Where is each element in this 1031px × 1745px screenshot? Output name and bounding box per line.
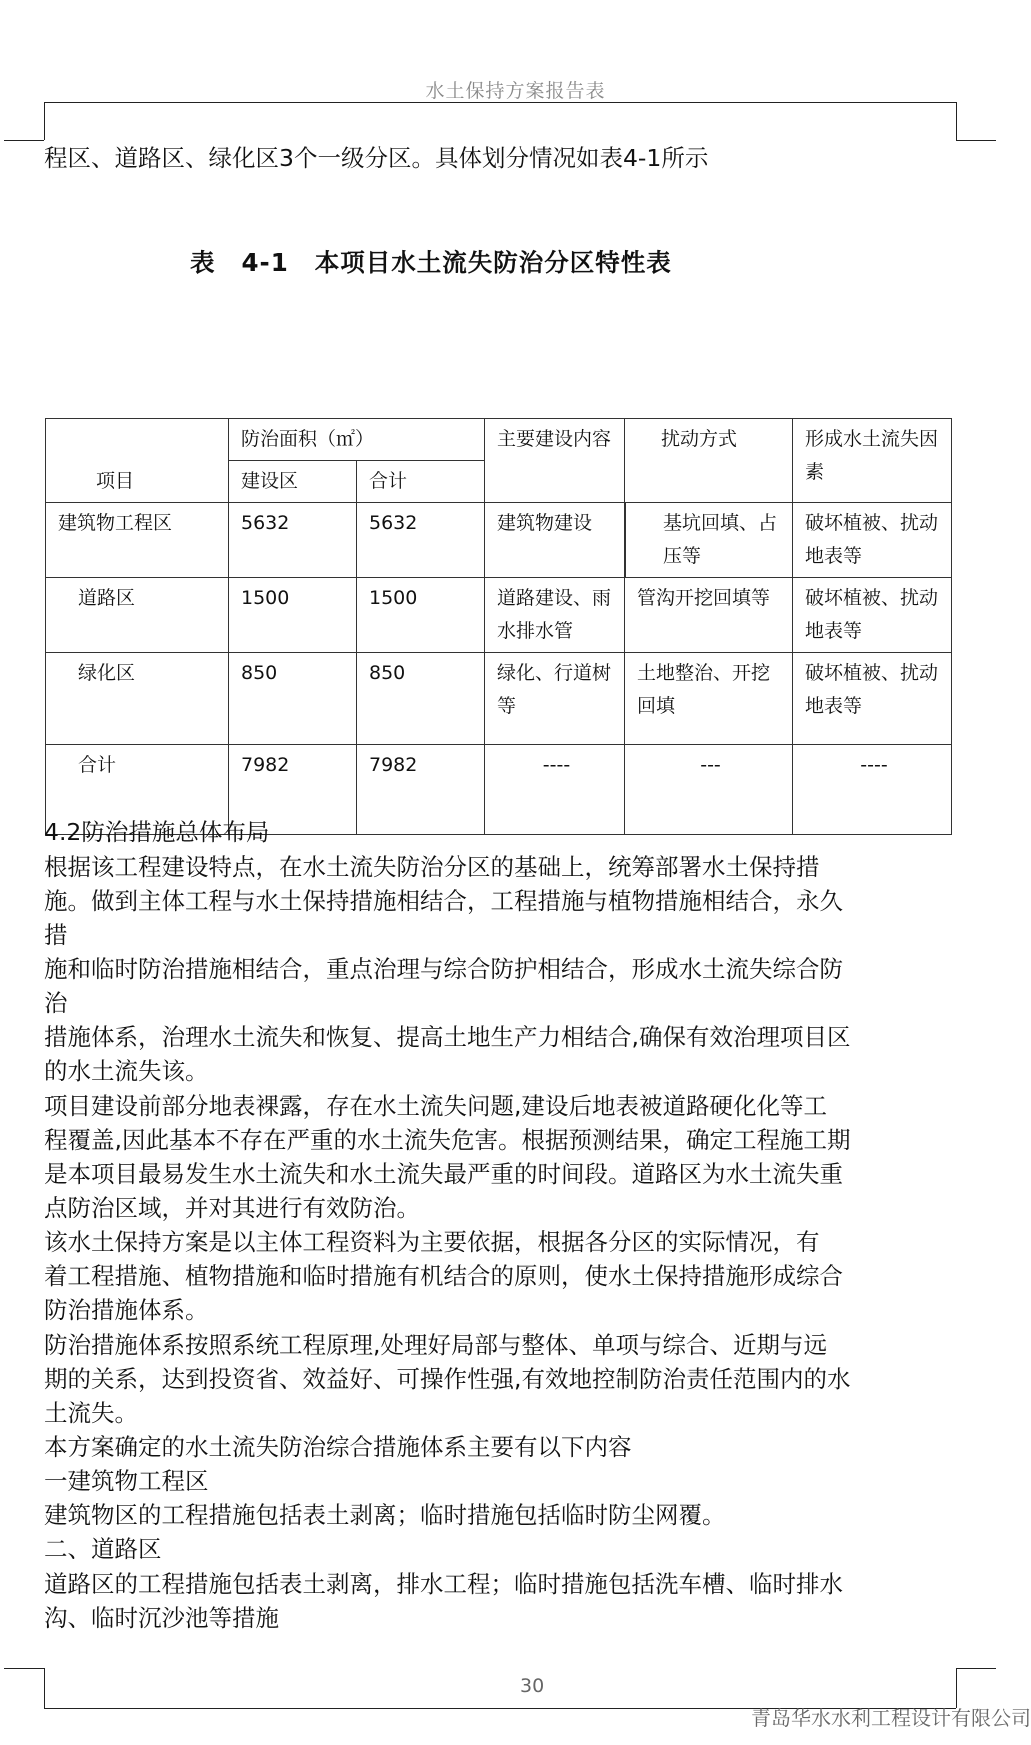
zone-characteristics-table	[45, 418, 952, 835]
subsection-heading: 二、道路区	[44, 1535, 162, 1563]
row-total: 5632	[357, 503, 485, 578]
caption-title: 本项目水土流失防治分区特性表	[314, 248, 672, 277]
page-number: 30	[520, 1675, 545, 1697]
row-item: 建筑物工程区	[46, 503, 229, 578]
row-total: 850	[357, 653, 485, 745]
intro-line: 程区、道路区、绿化区3个一级分区。具体划分情况如表4-1所示	[44, 144, 709, 172]
paragraph-line: 防治措施体系按照系统工程原理,处理好局部与整体、单项与综合、近期与远	[44, 1331, 827, 1359]
header-rule	[44, 102, 956, 103]
header-right-tick	[956, 140, 996, 141]
paragraph-line: 程覆盖,因此基本不存在严重的水土流失危害。根据预测结果，确定工程施工期	[44, 1126, 851, 1154]
row-total: 1500	[357, 578, 485, 653]
paragraph-line: 本方案确定的水土流失防治综合措施体系主要有以下内容	[44, 1433, 632, 1461]
report-header-title: 水土保持方案报告表	[425, 80, 606, 102]
paragraph-line: 点防治区域，并对其进行有效防治。	[44, 1194, 420, 1222]
row-disturbance: ---	[625, 745, 793, 835]
footer-right-tick	[956, 1668, 996, 1669]
row-total: 7982	[357, 745, 485, 835]
row-item: 绿化区	[46, 653, 229, 745]
footer-left-tick	[4, 1668, 44, 1669]
row-disturbance: 基坑回填、占压等	[625, 503, 793, 578]
row-construction-area: 1500	[229, 578, 357, 653]
paragraph-line: 的水土流失该。	[44, 1057, 209, 1085]
row-disturbance: 管沟开挖回填等	[625, 578, 793, 653]
header-left-corner	[44, 102, 45, 140]
paragraph-line: 措施体系，治理水土流失和恢复、提高土地生产力相结合,确保有效治理项目区	[44, 1023, 851, 1051]
paragraph-line: 沟、临时沉沙池等措施	[44, 1604, 279, 1632]
row-construction-area: 5632	[229, 503, 357, 578]
footer-left-corner	[44, 1668, 45, 1708]
table-row	[46, 503, 952, 578]
header-construction-area: 建设区	[229, 461, 357, 503]
paragraph-line: 期的关系，达到投资省、效益好、可操作性强,有效地控制防治责任范围内的水	[44, 1365, 851, 1393]
row-erosion-cause: 破坏植被、扰动地表等	[793, 653, 952, 745]
company-name: 青岛华水水利工程设计有限公司	[751, 1706, 1031, 1730]
row-construction-area: 7982	[229, 745, 357, 835]
caption-prefix: 表	[190, 248, 216, 277]
row-erosion-cause: 破坏植被、扰动地表等	[793, 578, 952, 653]
subsection-heading: 一建筑物工程区	[44, 1467, 209, 1495]
row-construction-area: 850	[229, 653, 357, 745]
paragraph-line: 项目建设前部分地表裸露，存在水土流失问题,建设后地表被道路硬化化等工	[44, 1092, 827, 1120]
paragraph-line: 该水土保持方案是以主体工程资料为主要依据，根据各分区的实际情况，有	[44, 1228, 820, 1256]
header-disturbance: 扰动方式	[625, 419, 793, 503]
paragraph-line: 施和临时防治措施相结合，重点治理与综合防护相结合，形成水土流失综合防	[44, 955, 843, 983]
header-left-tick	[4, 140, 44, 141]
header-total: 合计	[357, 461, 485, 503]
row-main-construction: 建筑物建设	[485, 503, 625, 578]
paragraph-line: 是本项目最易发生水土流失和水土流失最严重的时间段。道路区为水土流失重	[44, 1160, 843, 1188]
row-erosion-cause: ----	[793, 745, 952, 835]
paragraph-line: 建筑物区的工程措施包括表土剥离；临时措施包括临时防尘网覆。	[44, 1501, 726, 1529]
table-caption	[190, 244, 672, 279]
header-item: 项目	[46, 419, 229, 503]
paragraph-line: 着工程措施、植物措施和临时措施有机结合的原则，使水土保持措施形成综合	[44, 1262, 843, 1290]
caption-number: 4-1	[241, 248, 289, 277]
table-row	[46, 653, 952, 745]
row-item: 合计	[46, 745, 229, 835]
paragraph-line: 根据该工程建设特点，在水土流失防治分区的基础上，统筹部署水土保持措	[44, 853, 820, 881]
row-disturbance: 土地整治、开挖回填	[625, 653, 793, 745]
row-main-construction: ----	[485, 745, 625, 835]
paragraph-line: 防治措施体系。	[44, 1296, 209, 1324]
row-erosion-cause: 破坏植被、扰动地表等	[793, 503, 952, 578]
header-right-corner	[956, 102, 957, 140]
paragraph-line: 施。做到主体工程与水土保持措施相结合，工程措施与植物措施相结合，永久	[44, 887, 843, 915]
header-main-construction: 主要建设内容	[485, 419, 625, 503]
row-main-construction: 绿化、行道树等	[485, 653, 625, 745]
paragraph-line: 治	[44, 989, 68, 1017]
paragraph-line: 措	[44, 921, 68, 949]
table-row	[46, 578, 952, 653]
row-main-construction: 道路建设、雨水排水管	[485, 578, 625, 653]
header-erosion-cause: 形成水土流失因素	[793, 419, 952, 503]
header-area-group: 防治面积（㎡）	[229, 419, 485, 461]
table-header-row	[46, 419, 952, 461]
section-heading: 4.2防治措施总体布局	[44, 818, 270, 846]
row-item: 道路区	[46, 578, 229, 653]
paragraph-line: 道路区的工程措施包括表土剥离，排水工程；临时措施包括洗车槽、临时排水	[44, 1570, 843, 1598]
paragraph-line: 土流失。	[44, 1399, 138, 1427]
